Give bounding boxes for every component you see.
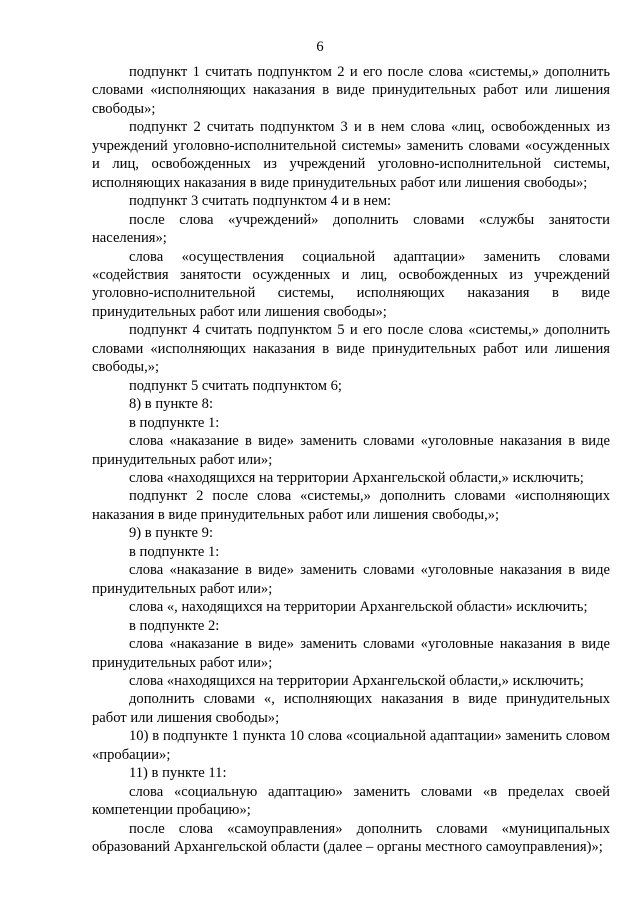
paragraph: слова «находящихся на территории Архангельской области,» исключить; [129,672,584,689]
paragraph: слова «осуществления социальной адаптации» заменить словами «содействия занятости осужденных и лиц, освобожденных из учреждений уголовно-исполнительной системы, исполняющих наказания в виде принудительных работ или лишения свободы»; [92,248,610,320]
page-number: 6 [316,39,324,55]
paragraph: 9) в пункте 9: [129,525,214,542]
paragraph: 10) в подпункте 1 пункта 10 слова «социальной адаптации» заменить словом «пробации»; [92,728,610,763]
paragraph: слова «наказание в виде» заменить словами «уголовные наказания в виде принудительных работ или»; [92,636,610,671]
paragraph: подпункт 3 считать подпунктом 4 и в нем: [129,193,392,210]
paragraph: слова «наказание в виде» заменить словами «уголовные наказания в виде принудительных работ или»; [92,562,610,597]
paragraph: после слова «учреждений» дополнить словами «службы занятости населения»; [92,211,610,247]
paragraph: подпункт 2 после слова «системы,» дополнить словами «исполняющих наказания в виде принудительных работ или лишения свободы,»; [92,488,610,523]
paragraph: 11) в пункте 11: [129,765,227,782]
paragraph: подпункт 5 считать подпунктом 6; [129,377,342,394]
paragraph: слова «социальную адаптацию» заменить словами «в пределах своей компетенции пробацию»; [92,783,610,819]
paragraph: слова «наказание в виде» заменить словами «уголовные наказания в виде принудительных работ или»; [92,433,610,468]
paragraph: в подпункте 2: [129,617,220,634]
paragraph: слова «, находящихся на территории Архангельской области» исключить; [129,599,588,616]
paragraph: слова «находящихся на территории Архангельской области,» исключить; [129,469,584,486]
paragraph: после слова «самоуправления» дополнить словами «муниципальных образований Архангельской области (далее – органы местного самоуправления)»; [92,820,610,856]
paragraph: дополнить словами «, исполняющих наказания в виде принудительных работ или лишения свободы»; [92,691,610,726]
paragraph: подпункт 4 считать подпунктом 5 и его после слова «системы,» дополнить словами «исполняющих наказания в виде принудительных работ или лишения свободы,»; [92,322,610,376]
paragraph: в подпункте 1: [129,414,220,431]
document-body [92,63,610,856]
paragraph: 8) в пункте 8: [129,396,214,413]
paragraph: подпункт 1 считать подпунктом 2 и его после слова «системы,» дополнить словами «исполняющих наказания в виде принудительных работ или лишения свободы»; [92,64,610,117]
paragraph: в подпункте 1: [129,543,220,560]
paragraph: подпункт 2 считать подпунктом 3 и в нем слова «лиц, освобожденных из учреждений уголовно-исполнительной системы» заменить словами «осужденных и лиц, освобожденных из учреждений уголовно-исполнительной системы, исполняющих наказания в виде принудительных работ или лишения свободы»; [92,119,610,191]
